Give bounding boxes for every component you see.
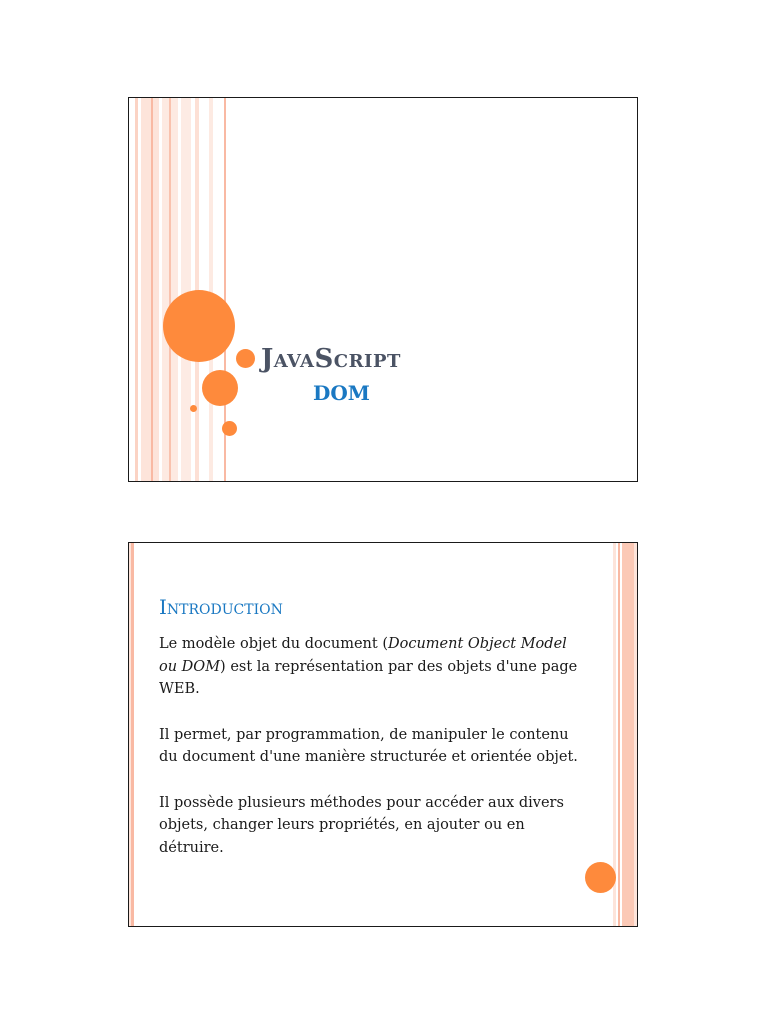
decorative-edge [129,543,135,926]
paragraph-1: Le modèle objet du document (Document Object Model ou DOM) est la représentation par des objets d'une page WEB. [159,636,578,697]
decorative-circle-small [236,349,255,368]
slide-title [128,97,638,482]
slide-body [159,633,579,882]
slide-title-text: JavaScript [261,344,401,374]
decorative-circle-medium [202,370,238,406]
decorative-stripes [613,543,637,926]
decorative-circle-small-2 [222,421,237,436]
decorative-circle [585,862,616,893]
slide-introduction [128,542,638,927]
slide-subtitle-text: DOM [313,381,370,405]
paragraph-2: Il permet, par programmation, de manipuler le contenu du document d'une manière structurée et orientée objet. [159,726,578,765]
decorative-circle-tiny [190,405,197,412]
paragraph-3: Il possède plusieurs méthodes pour accéder aux divers objets, changer leurs propriétés, en ajouter ou en détruire. [159,794,564,856]
decorative-circle-large [163,290,235,362]
section-heading: Introduction [159,595,283,619]
decorative-stripes [129,98,229,481]
